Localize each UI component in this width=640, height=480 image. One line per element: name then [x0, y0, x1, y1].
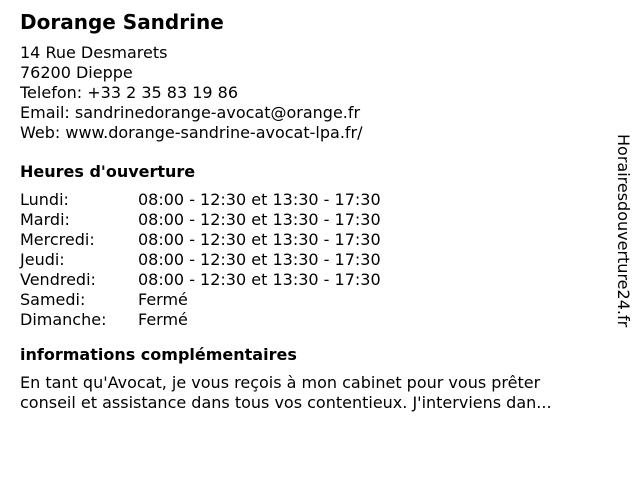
website-line[interactable]: Web: www.dorange-sandrine-avocat-lpa.fr/	[20, 123, 363, 142]
hours-table	[20, 190, 610, 330]
phone-line[interactable]: Telefon: +33 2 35 83 19 86	[20, 83, 239, 102]
content-area	[20, 9, 610, 413]
day-hours: 08:00 - 12:30 et 13:30 - 17:30	[138, 210, 381, 229]
hours-row-jeudi	[20, 250, 610, 270]
day-hours: 08:00 - 12:30 et 13:30 - 17:30	[138, 230, 381, 249]
info-heading: informations complémentaires	[20, 345, 297, 364]
day-label: Jeudi:	[20, 250, 65, 269]
day-hours: 08:00 - 12:30 et 13:30 - 17:30	[138, 250, 381, 269]
hours-row-lundi	[20, 190, 610, 210]
business-name: Dorange Sandrine	[20, 10, 224, 34]
day-hours: 08:00 - 12:30 et 13:30 - 17:30	[138, 190, 381, 209]
hours-row-dimanche	[20, 310, 610, 330]
day-hours: Fermé	[138, 290, 188, 309]
site-watermark: Horairesdouverture24.fr	[614, 134, 633, 328]
day-hours: Fermé	[138, 310, 188, 329]
day-label: Mardi:	[20, 210, 70, 229]
info-text-line: conseil et assistance dans tous vos contentieux. J'interviens dan...	[20, 393, 552, 412]
day-label: Mercredi:	[20, 230, 95, 249]
day-label: Dimanche:	[20, 310, 107, 329]
day-hours: 08:00 - 12:30 et 13:30 - 17:30	[138, 270, 381, 289]
hours-row-mardi	[20, 210, 610, 230]
hours-row-mercredi	[20, 230, 610, 250]
info-text-line: En tant qu'Avocat, je vous reçois à mon cabinet pour vous prêter	[20, 373, 541, 392]
info-description	[20, 373, 610, 413]
address-street: 14 Rue Desmarets	[20, 43, 168, 62]
hours-row-samedi	[20, 290, 610, 310]
day-label: Samedi:	[20, 290, 86, 309]
day-label: Vendredi:	[20, 270, 96, 289]
day-label: Lundi:	[20, 190, 69, 209]
hours-row-vendredi	[20, 270, 610, 290]
email-line[interactable]: Email: sandrinedorange-avocat@orange.fr	[20, 103, 361, 122]
address-city: 76200 Dieppe	[20, 63, 133, 82]
hours-heading: Heures d'ouverture	[20, 162, 196, 181]
